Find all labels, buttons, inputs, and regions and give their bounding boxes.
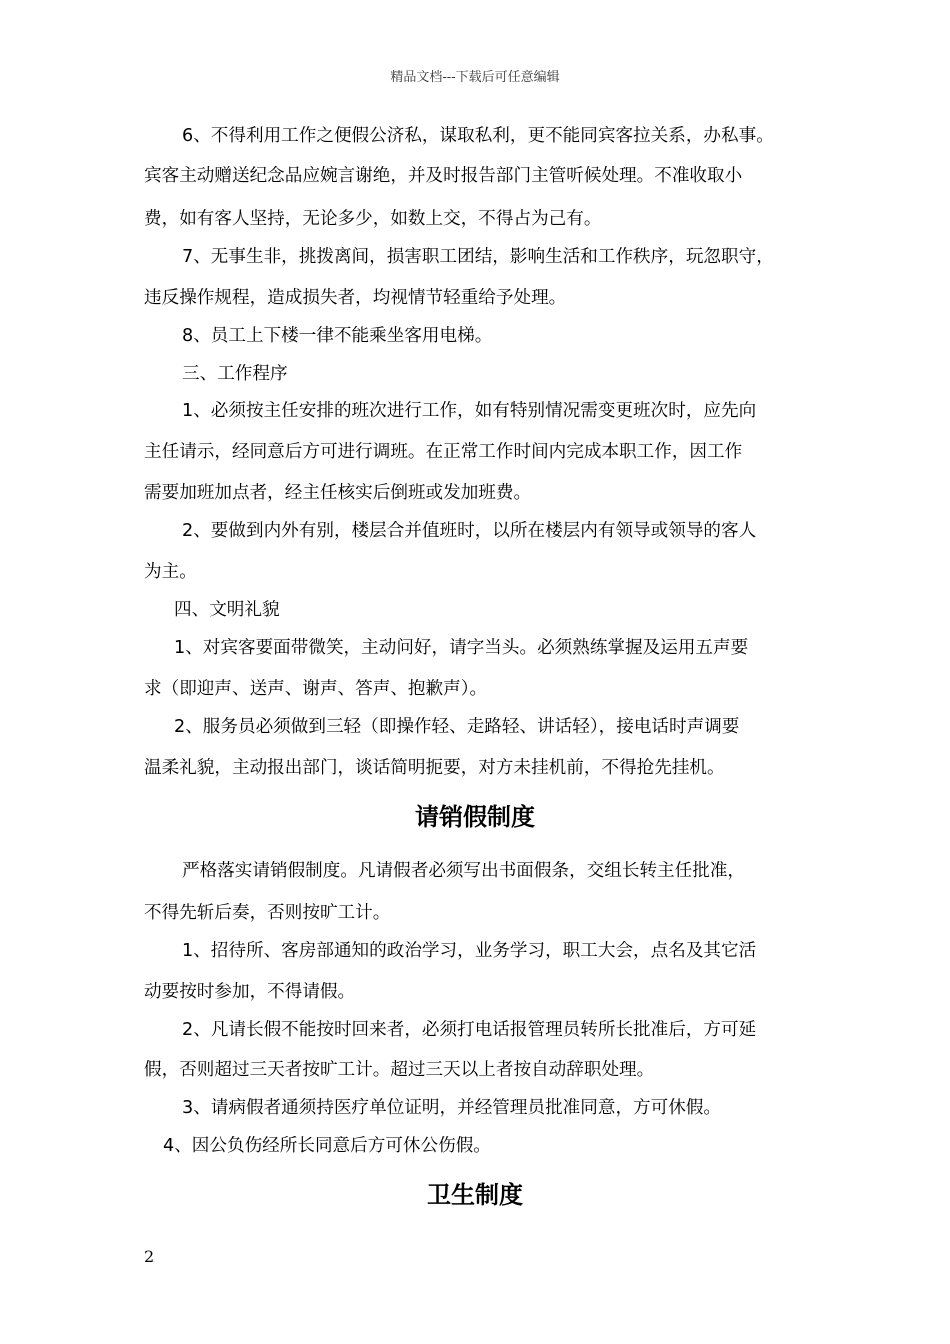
- text-line: 动要按时参加，不得请假。: [144, 982, 356, 1002]
- text-line: 2、服务员必须做到三轻（即操作轻、走路轻、讲话轻），接电话时声调要: [174, 717, 740, 737]
- text-line: 宾客主动赠送纪念品应婉言谢绝，并及时报告部门主管听候处理。不准收取小: [144, 166, 743, 186]
- text-line: 违反操作规程，造成损失者，均视情节轻重给予处理。: [144, 288, 567, 308]
- text-line: 1、对宾客要面带微笑，主动问好，请字当头。必须熟练掌握及运用五声要: [174, 638, 749, 658]
- section-heading: 三、工作程序: [182, 364, 288, 384]
- text-line: 2、凡请长假不能按时回来者，必须打电话报管理员转所长批准后，方可延: [182, 1020, 757, 1040]
- text-line: 3、请病假者通须持医疗单位证明，并经管理员批准同意，方可休假。: [182, 1098, 722, 1118]
- section-title: 请销假制度: [415, 803, 535, 831]
- text-line: 为主。: [144, 562, 197, 582]
- text-line: 假，否则超过三天者按旷工计。超过三天以上者按自动辞职处理。: [144, 1060, 655, 1080]
- text-line: 4、因公负伤经所长同意后方可休公伤假。: [163, 1136, 491, 1156]
- text-line: 严格落实请销假制度。凡请假者必须写出书面假条，交组长转主任批准，: [182, 861, 746, 881]
- text-line: 不得先斩后奏，否则按旷工计。: [144, 903, 391, 923]
- text-line: 费，如有客人坚持，无论多少，如数上交，不得占为己有。: [144, 209, 602, 229]
- text-line: 主任请示，经同意后方可进行调班。在正常工作时间内完成本职工作，因工作: [144, 442, 743, 462]
- text-line: 8、员工上下楼一律不能乘坐客用电梯。: [182, 326, 493, 346]
- page-header: 精品文档---下载后可任意编辑: [390, 70, 560, 85]
- text-line: 需要加班加点者，经主任核实后倒班或发加班费。: [144, 483, 532, 503]
- text-line: 2、要做到内外有别，楼层合并值班时，以所在楼层内有领导或领导的客人: [182, 521, 757, 541]
- text-line: 求（即迎声、送声、谢声、答声、抱歉声）。: [144, 679, 488, 699]
- text-line: 温柔礼貌，主动报出部门，谈话简明扼要，对方未挂机前，不得抢先挂机。: [144, 758, 725, 778]
- section-title: 卫生制度: [427, 1181, 523, 1209]
- section-heading: 四、文明礼貌: [174, 600, 280, 620]
- text-line: 6、不得利用工作之便假公济私，谋取私利，更不能同宾客拉关系，办私事。: [182, 126, 774, 146]
- text-line: 1、招待所、客房部通知的政治学习，业务学习，职工大会，点名及其它活: [182, 941, 757, 961]
- page-number: 2: [144, 1247, 155, 1266]
- text-line: 7、无事生非，挑拨离间，损害职工团结，影响生活和工作秩序，玩忽职守，: [182, 247, 774, 267]
- text-line: 1、必须按主任安排的班次进行工作，如有特别情况需变更班次时，应先向: [182, 401, 757, 421]
